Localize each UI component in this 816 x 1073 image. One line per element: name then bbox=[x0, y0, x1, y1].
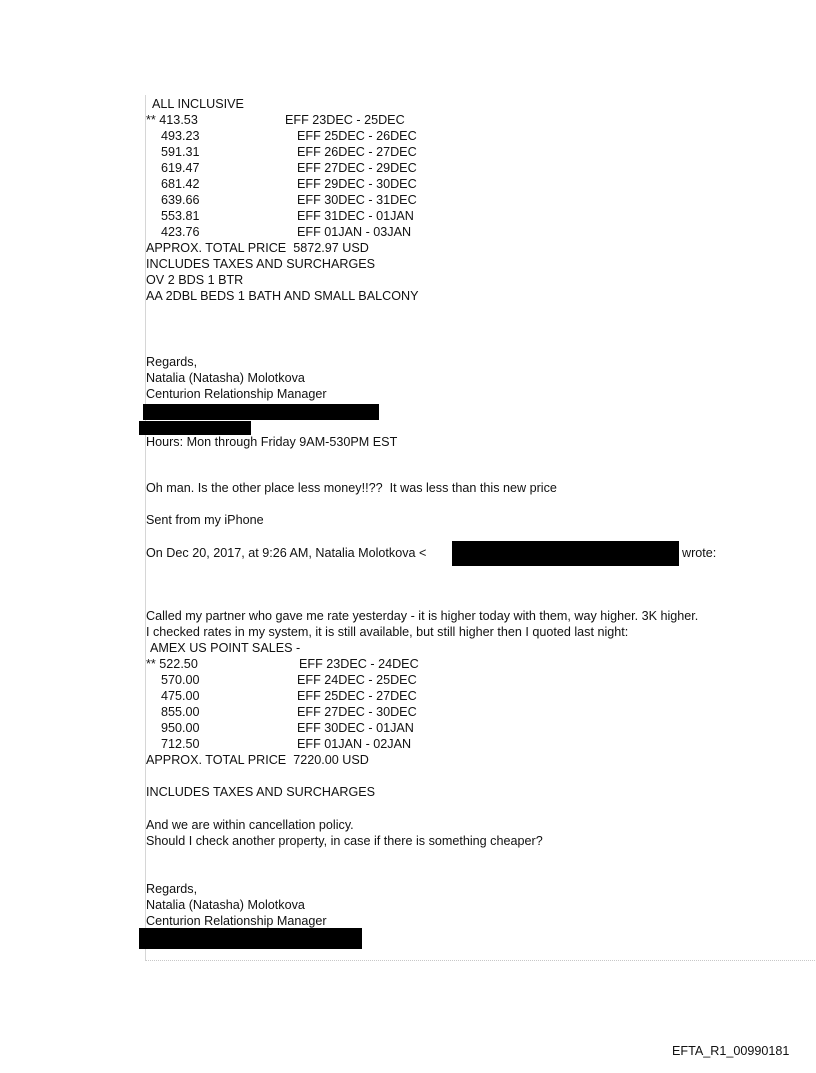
rate-amount: 423.76 bbox=[161, 225, 200, 239]
rate-period: EFF 25DEC - 27DEC bbox=[297, 689, 417, 703]
rate-amount: 855.00 bbox=[161, 705, 200, 719]
message-line: Called my partner who gave me rate yesterday - it is higher today with them, way higher. 3K higher. bbox=[146, 609, 699, 623]
rate-amount: 712.50 bbox=[161, 737, 200, 751]
total-price: APPROX. TOTAL PRICE 5872.97 USD bbox=[146, 241, 369, 255]
rate-period: EFF 23DEC - 25DEC bbox=[285, 113, 405, 127]
redaction-bar bbox=[452, 541, 679, 566]
rate-amount: 493.23 bbox=[161, 129, 200, 143]
rate-period: EFF 26DEC - 27DEC bbox=[297, 145, 417, 159]
rate-heading: ALL INCLUSIVE bbox=[152, 97, 244, 111]
rate-period: EFF 01JAN - 03JAN bbox=[297, 225, 412, 239]
rate-period: EFF 30DEC - 31DEC bbox=[297, 193, 417, 207]
total-price: APPROX. TOTAL PRICE 7220.00 USD bbox=[146, 753, 369, 767]
rate-amount: ** 522.50 bbox=[146, 657, 198, 671]
redaction-bar bbox=[139, 928, 362, 949]
quote-header-wrote: wrote: bbox=[682, 546, 717, 560]
rate-heading: AMEX US POINT SALES - bbox=[150, 641, 301, 655]
rate-amount: 475.00 bbox=[161, 689, 200, 703]
signature-regards: Regards, bbox=[146, 355, 198, 369]
rate-period: EFF 27DEC - 29DEC bbox=[297, 161, 417, 175]
signature-hours: Hours: Mon through Friday 9AM-530PM EST bbox=[146, 435, 398, 449]
signature-name: Natalia (Natasha) Molotkova bbox=[146, 898, 305, 912]
rate-period: EFF 27DEC - 30DEC bbox=[297, 705, 417, 719]
signature-title: Centurion Relationship Manager bbox=[146, 914, 327, 928]
message-line: Should I check another property, in case if there is something cheaper? bbox=[146, 834, 543, 848]
room-code: OV 2 BDS 1 BTR bbox=[146, 273, 244, 287]
rate-amount: 553.81 bbox=[161, 209, 200, 223]
includes-note: INCLUDES TAXES AND SURCHARGES bbox=[146, 785, 376, 799]
message-line: I checked rates in my system, it is still available, but still higher then I quoted last night: bbox=[146, 625, 629, 639]
rate-period: EFF 31DEC - 01JAN bbox=[297, 209, 414, 223]
rate-amount: 950.00 bbox=[161, 721, 200, 735]
rate-period: EFF 29DEC - 30DEC bbox=[297, 177, 417, 191]
signature-title: Centurion Relationship Manager bbox=[146, 387, 327, 401]
rate-period: EFF 23DEC - 24DEC bbox=[299, 657, 419, 671]
rate-amount: 639.66 bbox=[161, 193, 200, 207]
rate-period: EFF 30DEC - 01JAN bbox=[297, 721, 414, 735]
redaction-bar bbox=[139, 421, 251, 435]
rate-amount: 619.47 bbox=[161, 161, 200, 175]
room-description: AA 2DBL BEDS 1 BATH AND SMALL BALCONY bbox=[146, 289, 419, 303]
rate-amount: 591.31 bbox=[161, 145, 200, 159]
quote-header: On Dec 20, 2017, at 9:26 AM, Natalia Molotkova < bbox=[146, 546, 427, 560]
sent-from: Sent from my iPhone bbox=[146, 513, 264, 527]
rate-amount: 681.42 bbox=[161, 177, 200, 191]
redaction-bar bbox=[143, 404, 379, 420]
rate-amount: ** 413.53 bbox=[146, 113, 198, 127]
includes-note: INCLUDES TAXES AND SURCHARGES bbox=[146, 257, 376, 271]
rate-period: EFF 25DEC - 26DEC bbox=[297, 129, 417, 143]
rate-period: EFF 01JAN - 02JAN bbox=[297, 737, 412, 751]
document-id: EFTA_R1_00990181 bbox=[672, 1044, 790, 1058]
signature-regards: Regards, bbox=[146, 882, 198, 896]
rate-period: EFF 24DEC - 25DEC bbox=[297, 673, 417, 687]
signature-name: Natalia (Natasha) Molotkova bbox=[146, 371, 305, 385]
message-line: And we are within cancellation policy. bbox=[146, 818, 354, 832]
reply-message: Oh man. Is the other place less money!!?? It was less than this new price bbox=[146, 481, 557, 495]
rate-amount: 570.00 bbox=[161, 673, 200, 687]
